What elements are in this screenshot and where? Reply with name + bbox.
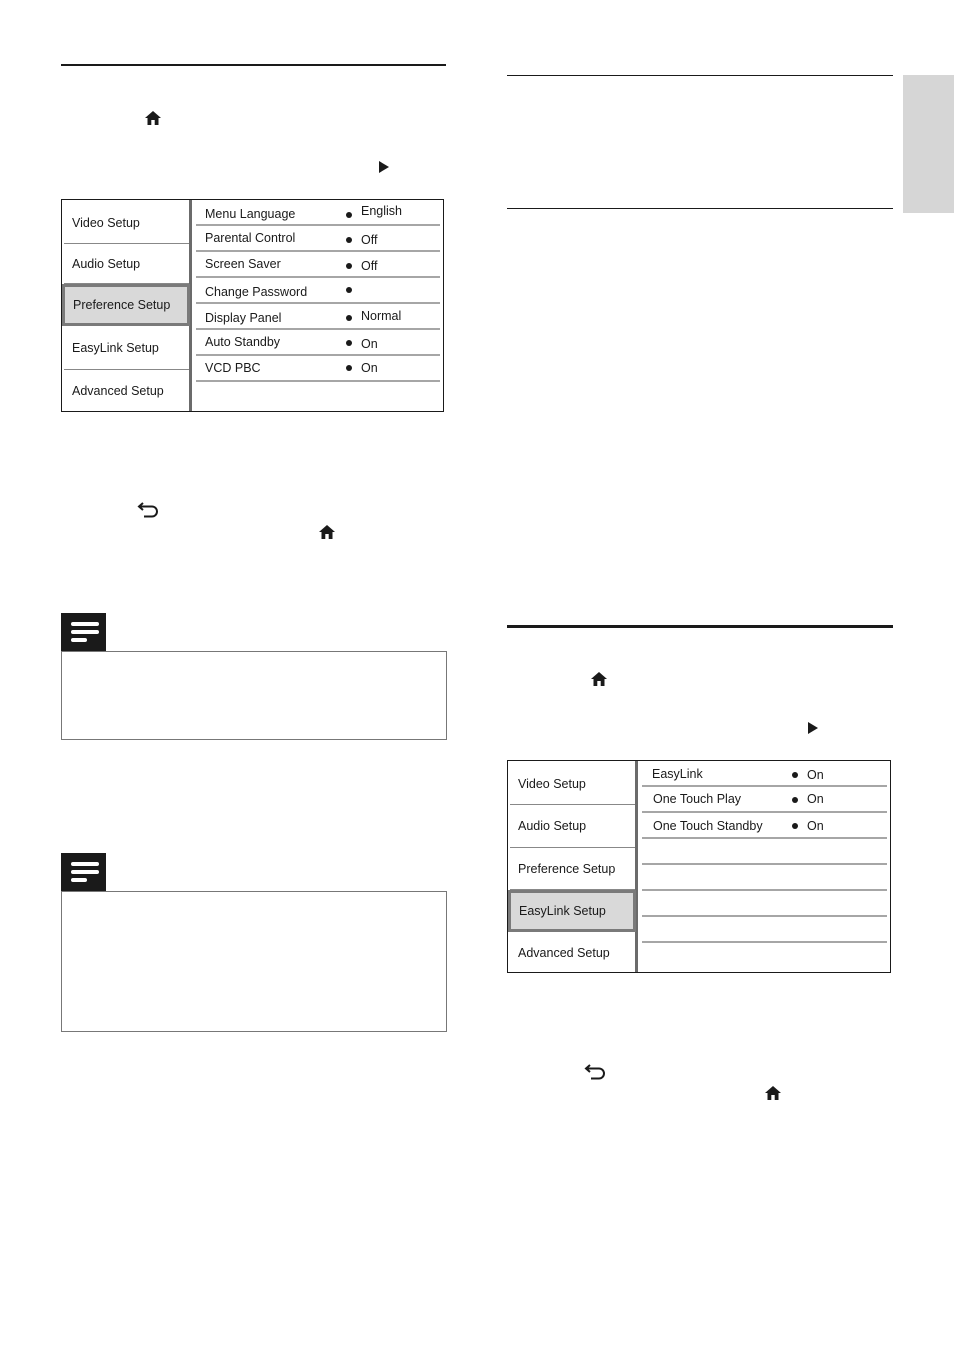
option-label: Auto Standby [205, 335, 281, 349]
option-value: On [807, 819, 824, 833]
easylink-setup-menu [507, 760, 891, 973]
category-label: Advanced Setup [518, 945, 610, 960]
back-icon [584, 1062, 608, 1080]
option-row-empty [642, 839, 887, 865]
option-row-change-password[interactable] [196, 278, 440, 304]
play-icon [379, 161, 389, 173]
category-label: Preference Setup [73, 298, 171, 312]
option-row-one-touch-play[interactable] [642, 787, 887, 813]
bullet-icon [346, 237, 352, 243]
option-row-empty [642, 891, 887, 917]
category-label: EasyLink Setup [72, 341, 159, 355]
category-preference-setup[interactable] [510, 848, 635, 890]
bullet-icon [346, 315, 352, 321]
note-box-1 [61, 613, 447, 740]
option-row-display-panel[interactable] [196, 304, 440, 330]
note-body [61, 891, 447, 1032]
category-video-setup[interactable] [64, 202, 189, 244]
option-label: One Touch Play [653, 792, 742, 806]
note-body [61, 651, 447, 740]
bullet-icon [346, 287, 352, 293]
note-icon [61, 613, 106, 651]
option-label: VCD PBC [205, 361, 261, 375]
category-label: Audio Setup [518, 819, 587, 833]
bullet-icon [346, 212, 352, 218]
option-label: EasyLink [652, 767, 703, 781]
option-row-empty [642, 865, 887, 891]
note-icon [61, 853, 106, 891]
home-icon [318, 524, 336, 540]
section-rule-right-3 [507, 625, 893, 628]
section-rule-right-1 [507, 75, 893, 76]
category-advanced-setup[interactable] [64, 370, 189, 411]
bullet-icon [792, 797, 798, 803]
bullet-icon [346, 340, 352, 346]
option-row-vcd-pbc[interactable] [196, 356, 440, 382]
option-value: On [807, 792, 824, 806]
option-value: Off [361, 233, 378, 247]
option-value: Normal [361, 309, 402, 323]
category-audio-setup[interactable] [64, 244, 189, 284]
option-row-parental-control[interactable] [196, 226, 440, 252]
category-label: Audio Setup [72, 256, 141, 271]
option-label: One Touch Standby [653, 819, 763, 833]
option-row-empty [642, 917, 887, 943]
category-easylink-setup[interactable] [64, 327, 189, 370]
option-label: Screen Saver [205, 257, 281, 271]
option-row-auto-standby[interactable] [196, 330, 440, 356]
option-value: On [807, 768, 824, 782]
bullet-icon [346, 365, 352, 371]
category-label: EasyLink Setup [519, 904, 606, 918]
option-value: English [361, 204, 402, 218]
home-icon [764, 1085, 782, 1101]
play-icon [808, 722, 818, 734]
option-value: On [361, 337, 378, 351]
option-value: On [361, 361, 378, 375]
option-row-menu-language[interactable] [196, 202, 440, 226]
category-label: Video Setup [518, 776, 586, 791]
home-icon [590, 671, 608, 687]
category-video-setup[interactable] [510, 763, 635, 805]
section-rule-right-2 [507, 208, 893, 209]
home-icon [144, 110, 162, 126]
option-row-screen-saver[interactable] [196, 252, 440, 278]
category-audio-setup[interactable] [510, 805, 635, 848]
back-icon [137, 500, 161, 518]
option-label: Change Password [205, 285, 308, 299]
option-label: Display Panel [205, 311, 282, 325]
category-label: Advanced Setup [72, 383, 164, 398]
category-preference-setup[interactable] [62, 284, 190, 326]
option-label: Parental Control [205, 231, 296, 245]
category-label: Preference Setup [518, 861, 616, 876]
category-label: Video Setup [72, 215, 140, 230]
bullet-icon [346, 263, 352, 269]
preference-setup-menu [61, 199, 444, 412]
section-rule-left-top [61, 64, 446, 66]
category-advanced-setup[interactable] [510, 933, 635, 972]
category-easylink-setup[interactable] [508, 890, 636, 932]
option-value: Off [361, 259, 378, 273]
bullet-icon [792, 772, 798, 778]
language-tab [903, 75, 954, 213]
bullet-icon [792, 823, 798, 829]
option-row-easylink[interactable] [642, 763, 887, 787]
note-box-2 [61, 853, 447, 1032]
option-label: Menu Language [205, 207, 296, 221]
option-row-one-touch-standby[interactable] [642, 813, 887, 839]
